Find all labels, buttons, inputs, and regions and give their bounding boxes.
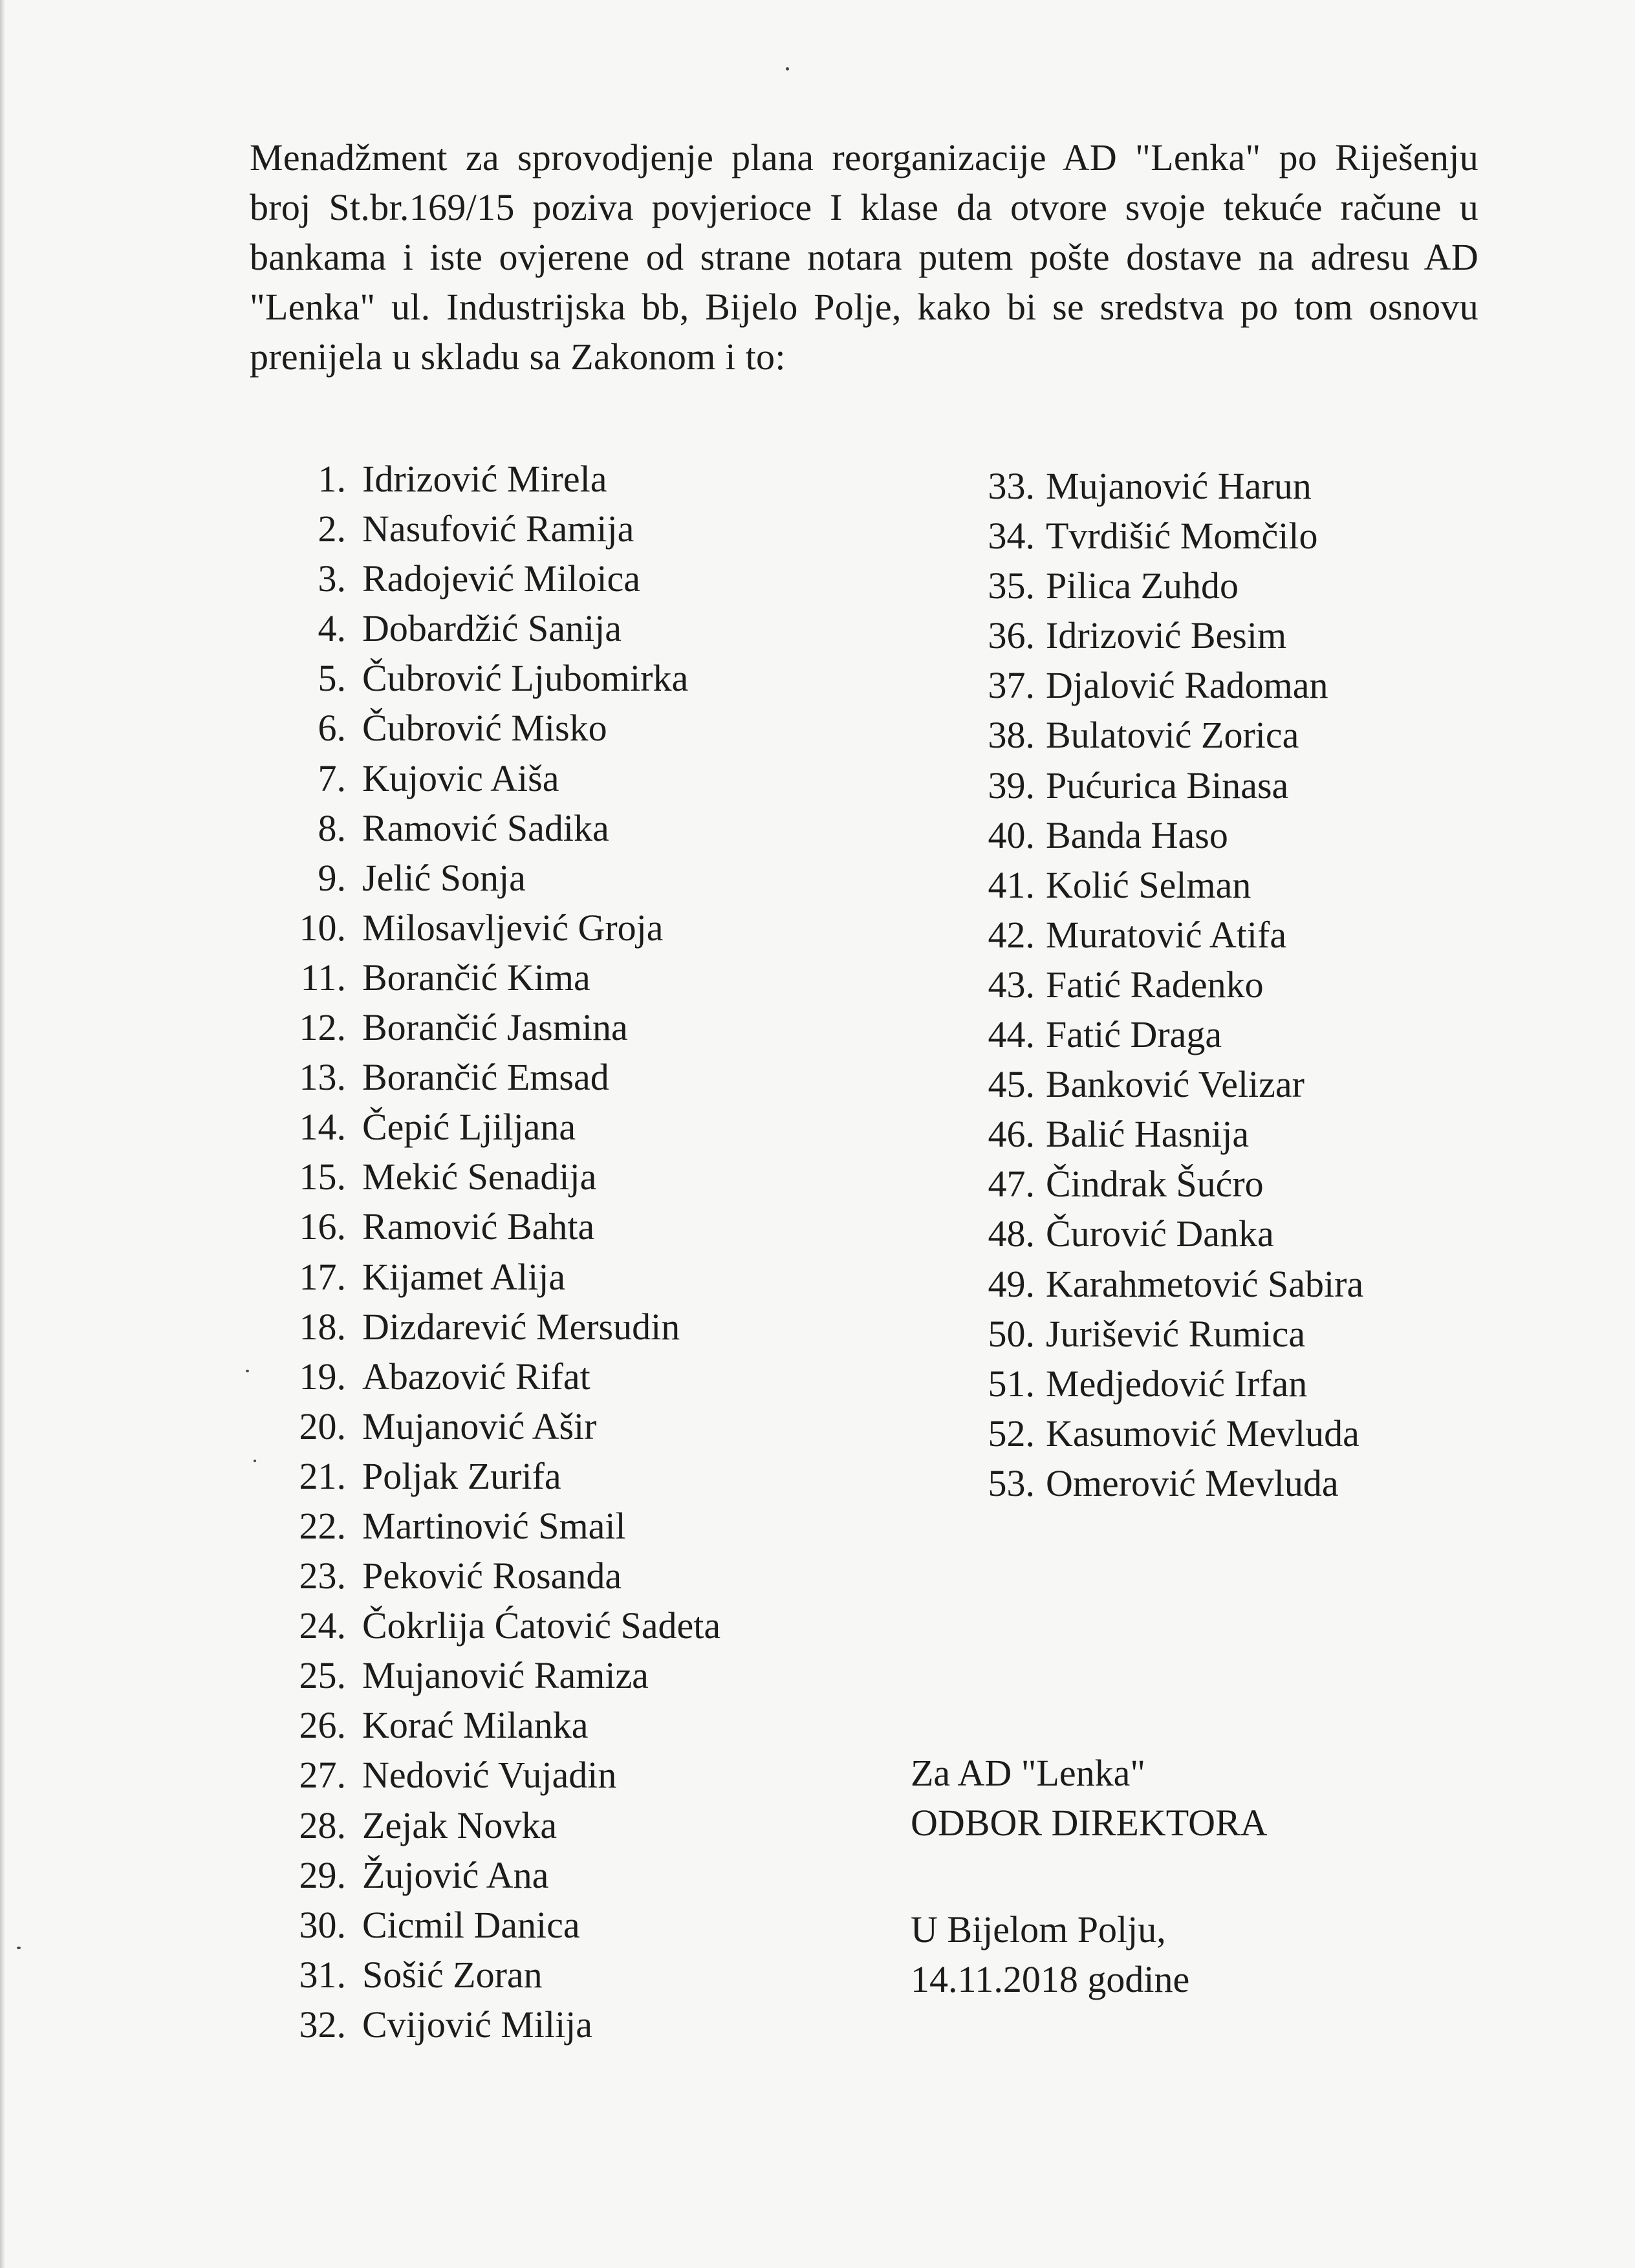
list-item — [255, 1401, 902, 1451]
list-item-number: 13. — [299, 1056, 346, 1099]
list-item-name: Dizdarević Mersudin — [362, 1305, 680, 1348]
list-item — [255, 653, 902, 703]
list-item — [973, 860, 1555, 910]
list-item-name: Ramović Sadika — [362, 806, 609, 849]
list-item-number: 14. — [299, 1106, 346, 1149]
list-item-name: Pućurica Binasa — [1046, 764, 1289, 806]
list-item — [973, 1359, 1555, 1409]
list-item-number: 35. — [988, 565, 1035, 607]
list-item — [255, 1551, 902, 1601]
list-item — [973, 1059, 1555, 1109]
list-item — [973, 1409, 1555, 1458]
list-item — [973, 511, 1555, 561]
list-item — [255, 1900, 902, 1950]
list-item-number: 38. — [988, 714, 1035, 757]
list-item — [255, 554, 902, 603]
list-item-name: Zejak Novka — [362, 1804, 558, 1846]
list-item-number: 49. — [988, 1262, 1035, 1305]
list-item-name: Radojević Miloica — [362, 557, 641, 600]
list-item — [973, 1309, 1555, 1359]
signature-company: Za AD "Lenka" — [911, 1752, 1146, 1794]
list-item-number: 33. — [988, 465, 1035, 507]
list-item-name: Nedović Vujadin — [362, 1754, 617, 1797]
place-line: U Bijelom Polju, — [911, 1908, 1166, 1950]
list-item — [255, 953, 902, 1002]
list-item-number: 24. — [299, 1604, 346, 1647]
list-item-name: Banda Haso — [1046, 814, 1228, 856]
list-item-name: Abazović Rifat — [362, 1355, 590, 1398]
creditor-list-right — [973, 461, 1555, 1508]
list-item — [255, 903, 902, 953]
list-item — [255, 753, 902, 803]
list-item-name: Martinović Smail — [362, 1504, 626, 1547]
list-item — [973, 1458, 1555, 1508]
list-item-name: Borančić Jasmina — [362, 1006, 628, 1049]
list-item-name: Kolić Selman — [1046, 863, 1251, 906]
list-item-number: 44. — [988, 1013, 1035, 1056]
list-item — [255, 1252, 902, 1302]
list-item-number: 39. — [988, 764, 1035, 806]
list-item — [255, 504, 902, 554]
list-item — [973, 761, 1555, 810]
list-item-name: Korać Milanka — [362, 1704, 589, 1747]
list-item-number: 41. — [988, 863, 1035, 906]
list-item — [973, 810, 1555, 860]
place-date-block — [911, 1905, 1189, 2004]
list-item-number: 22. — [299, 1504, 346, 1547]
list-item — [255, 1302, 902, 1352]
list-item-name: Jurišević Rumica — [1046, 1312, 1306, 1355]
list-item-number: 29. — [299, 1853, 346, 1896]
list-item — [255, 1750, 902, 1800]
list-item — [973, 910, 1555, 960]
list-item — [255, 1451, 902, 1501]
list-item — [255, 1650, 902, 1700]
list-item — [973, 1159, 1555, 1209]
list-item — [255, 1501, 902, 1551]
list-item-number: 30. — [299, 1903, 346, 1946]
list-item-name: Čindrak Šućro — [1046, 1163, 1264, 1205]
list-item — [973, 1010, 1555, 1059]
list-item-number: 37. — [988, 664, 1035, 707]
scan-edge-shadow — [0, 0, 5, 2268]
list-item-name: Idrizović Mirela — [362, 458, 607, 500]
list-item-number: 20. — [299, 1405, 346, 1447]
list-item-number: 9. — [318, 856, 346, 899]
list-item-name: Pilica Zuhdo — [1046, 565, 1239, 607]
list-item-name: Idrizović Besim — [1046, 614, 1287, 657]
scan-speck — [786, 67, 789, 70]
list-item-name: Borančić Kima — [362, 956, 590, 999]
list-item — [255, 1601, 902, 1650]
list-item-number: 3. — [318, 557, 346, 600]
list-item-number: 28. — [299, 1804, 346, 1846]
list-item-number: 48. — [988, 1213, 1035, 1255]
list-item-number: 27. — [299, 1754, 346, 1797]
list-item-number: 7. — [318, 757, 346, 799]
scan-speck — [17, 1947, 21, 1949]
list-item-name: Borančić Emsad — [362, 1056, 609, 1099]
list-item-name: Fatić Radenko — [1046, 963, 1264, 1006]
list-item-name: Karahmetović Sabira — [1046, 1262, 1364, 1305]
list-item-name: Muratović Atifa — [1046, 913, 1287, 956]
list-item-number: 26. — [299, 1704, 346, 1747]
list-item-name: Nasufović Ramija — [362, 508, 634, 550]
list-item-name: Mekić Senadija — [362, 1156, 597, 1198]
list-item — [255, 1102, 902, 1152]
list-item-name: Mujanović Harun — [1046, 465, 1312, 507]
list-item-number: 5. — [318, 657, 346, 700]
list-item — [973, 461, 1555, 511]
signature-block — [911, 1748, 1268, 1848]
list-item-name: Cvijović Milija — [362, 2003, 593, 2046]
list-item — [255, 1002, 902, 1052]
list-item-number: 17. — [299, 1255, 346, 1298]
list-item-number: 2. — [318, 508, 346, 550]
list-item — [973, 1209, 1555, 1258]
list-item — [255, 1052, 902, 1102]
list-item-name: Čurović Danka — [1046, 1213, 1274, 1255]
list-item — [255, 603, 902, 653]
list-item-name: Banković Velizar — [1046, 1063, 1305, 1106]
list-item — [255, 1352, 902, 1401]
list-item-number: 25. — [299, 1654, 346, 1697]
signature-board: ODBOR DIREKTORA — [911, 1802, 1268, 1844]
list-item-number: 34. — [988, 515, 1035, 557]
list-item-name: Čubrović Ljubomirka — [362, 657, 689, 700]
list-item-name: Jelić Sonja — [362, 856, 526, 899]
list-item-name: Tvrdišić Momčilo — [1046, 515, 1318, 557]
list-item — [255, 703, 902, 753]
list-item-number: 19. — [299, 1355, 346, 1398]
intro-paragraph: Menadžment za sprovodjenje plana reorganizacije AD "Lenka" po Riješenju broj St.br.169/15 poziva povjerioce I klase da otvore svoje tekuće račune u bankama i iste ovjerene od strane notara putem pošte dostave na adresu AD "Lenka" ul. Industrijska bb, Bijelo Polje, kako bi se sredstva po tom osnovu prenijela u skladu sa Zakonom i to: — [250, 136, 1478, 378]
list-item — [255, 454, 902, 504]
list-item-number: 43. — [988, 963, 1035, 1006]
list-item — [255, 2000, 902, 2049]
list-item-name: Kijamet Alija — [362, 1255, 566, 1298]
list-item — [255, 1950, 902, 2000]
list-item-number: 1. — [318, 458, 346, 500]
list-item — [255, 1202, 902, 1251]
list-item-number: 4. — [318, 607, 346, 650]
list-item — [255, 1850, 902, 1900]
list-item — [255, 1152, 902, 1202]
list-item-number: 8. — [318, 806, 346, 849]
list-item-number: 18. — [299, 1305, 346, 1348]
list-item-number: 21. — [299, 1454, 346, 1497]
list-item-name: Ramović Bahta — [362, 1205, 595, 1248]
list-item — [973, 561, 1555, 610]
list-item-name: Čokrlija Ćatović Sadeta — [362, 1604, 721, 1647]
list-item-number: 40. — [988, 814, 1035, 856]
list-item-name: Čepić Ljiljana — [362, 1106, 576, 1149]
list-item — [255, 803, 902, 853]
list-item — [973, 1109, 1555, 1159]
list-item-name: Djalović Radoman — [1046, 664, 1328, 707]
list-item — [973, 610, 1555, 660]
list-item — [973, 960, 1555, 1010]
list-item-number: 23. — [299, 1555, 346, 1597]
list-item-number: 11. — [300, 956, 346, 999]
list-item-name: Kujovic Aiša — [362, 757, 559, 799]
list-item-name: Fatić Draga — [1046, 1013, 1222, 1056]
list-item-number: 47. — [988, 1163, 1035, 1205]
list-item-number: 12. — [299, 1006, 346, 1049]
list-item-name: Cicmil Danica — [362, 1903, 580, 1946]
list-item-number: 46. — [988, 1113, 1035, 1156]
list-item — [973, 660, 1555, 710]
list-item-number: 51. — [988, 1362, 1035, 1405]
list-item — [973, 1259, 1555, 1309]
list-item-number: 32. — [299, 2003, 346, 2046]
scan-speck — [254, 1460, 256, 1462]
list-item — [255, 853, 902, 903]
list-item-name: Mujanović Ašir — [362, 1405, 597, 1447]
list-item-name: Sošić Zoran — [362, 1953, 543, 1996]
list-item-number: 42. — [988, 913, 1035, 956]
list-item-number: 50. — [988, 1312, 1035, 1355]
list-item — [973, 710, 1555, 760]
list-item-name: Poljak Zurifa — [362, 1454, 561, 1497]
list-item-number: 53. — [988, 1462, 1035, 1504]
list-item-name: Mujanović Ramiza — [362, 1654, 649, 1697]
list-item — [255, 1700, 902, 1750]
date-line: 14.11.2018 godine — [911, 1958, 1190, 2000]
list-item-number: 31. — [299, 1953, 346, 1996]
list-item-name: Dobardžić Sanija — [362, 607, 622, 650]
list-item-name: Balić Hasnija — [1046, 1113, 1250, 1156]
list-item-name: Čubrović Misko — [362, 707, 607, 750]
list-item-name: Medjedović Irfan — [1046, 1362, 1308, 1405]
list-item-number: 36. — [988, 614, 1035, 657]
list-item-name: Bulatović Zorica — [1046, 714, 1299, 757]
list-item-number: 45. — [988, 1063, 1035, 1106]
list-item-name: Peković Rosanda — [362, 1555, 622, 1597]
creditor-list-left — [255, 454, 902, 2049]
list-item-number: 52. — [988, 1412, 1035, 1454]
list-item-number: 6. — [318, 707, 346, 750]
list-item-name: Milosavljević Groja — [362, 906, 664, 949]
scan-speck — [246, 1370, 249, 1372]
list-item-name: Omerović Mevluda — [1046, 1462, 1339, 1504]
list-item-name: Žujović Ana — [362, 1853, 549, 1896]
list-item-number: 16. — [299, 1205, 346, 1248]
list-item — [255, 1800, 902, 1850]
list-item-number: 10. — [299, 906, 346, 949]
list-item-name: Kasumović Mevluda — [1046, 1412, 1359, 1454]
list-item-number: 15. — [299, 1156, 346, 1198]
